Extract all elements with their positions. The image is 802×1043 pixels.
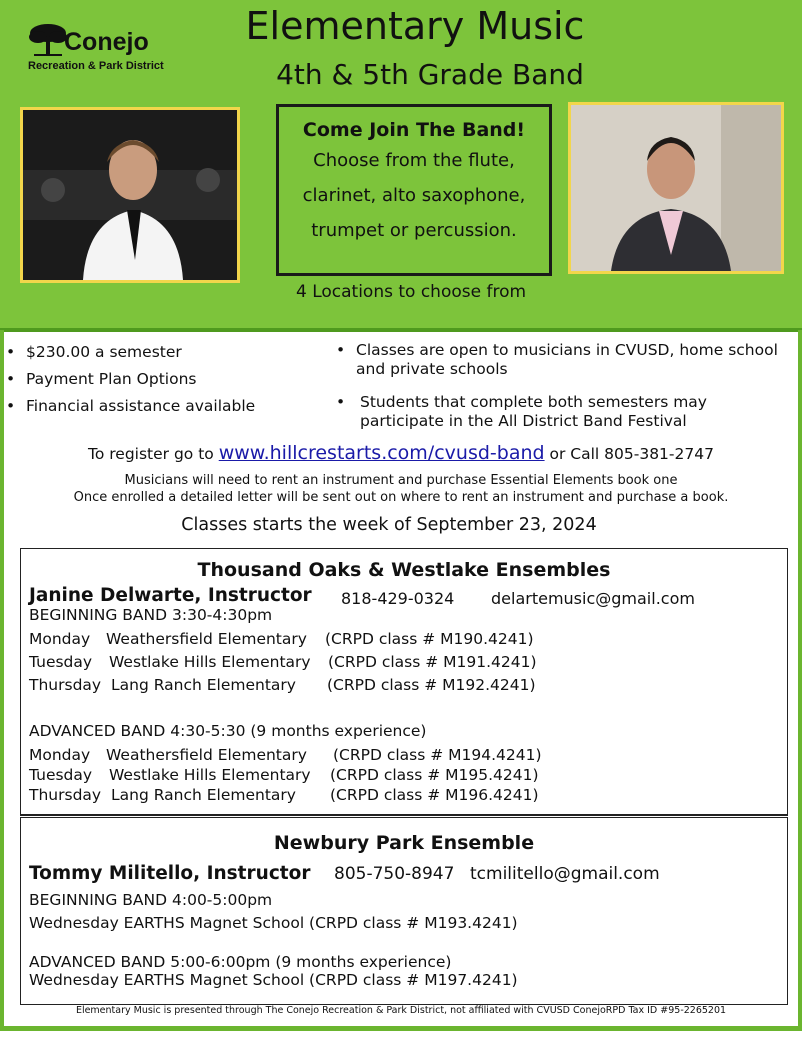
page-subtitle: 4th & 5th Grade Band xyxy=(276,58,584,91)
list-item-line: Students that complete both semesters may xyxy=(360,393,707,411)
section-title: Newbury Park Ensemble xyxy=(273,832,535,854)
locations-text: 4 Locations to choose from xyxy=(295,282,527,302)
instructor-phone: 818-429-0324 xyxy=(341,589,455,608)
join-line: Choose from the flute, xyxy=(313,150,515,171)
table-row xyxy=(29,786,539,804)
table-row: Wednesday EARTHS Magnet School (CRPD class # M193.4241) xyxy=(29,914,518,932)
join-line: trumpet or percussion. xyxy=(311,220,517,241)
banner-divider xyxy=(0,328,802,332)
page-title: Elementary Music xyxy=(245,4,585,48)
table-row xyxy=(29,630,534,648)
list-item xyxy=(336,341,796,393)
page-border-left xyxy=(0,330,4,1030)
list-item-line: Classes are open to musicians in CVUSD, home school xyxy=(356,341,778,359)
beginning-band-label: BEGINNING BAND 4:00-5:00pm xyxy=(29,891,273,909)
pricing-list xyxy=(6,343,255,424)
table-row xyxy=(29,653,537,671)
list-item: • $230.00 a semester xyxy=(6,343,255,370)
class-day: Tuesday xyxy=(29,766,93,784)
table-row: Wednesday EARTHS Magnet School (CRPD class # M197.4241) xyxy=(29,971,518,989)
register-prefix: To register go to xyxy=(88,445,214,463)
advanced-band-label: ADVANCED BAND 4:30-5:30 (9 months experience) xyxy=(29,722,427,740)
class-day: Tuesday xyxy=(29,653,93,671)
class-number: (CRPD class # M191.4241) xyxy=(328,653,537,671)
class-school: Weathersfield Elementary xyxy=(106,630,307,648)
classes-start: Classes starts the week of September 23, 2024 xyxy=(181,515,597,535)
class-number: (CRPD class # M196.4241) xyxy=(330,786,539,804)
class-number: (CRPD class # M195.4241) xyxy=(330,766,539,784)
class-school: Westlake Hills Elementary xyxy=(109,653,311,671)
eligibility-list xyxy=(336,341,796,431)
instructor-phone: 805-750-8947 xyxy=(334,864,455,884)
class-day: Thursday xyxy=(29,676,102,694)
list-item-line: and private schools xyxy=(356,360,508,378)
class-day: Monday xyxy=(29,630,91,648)
join-band-box xyxy=(276,104,552,276)
join-title: Come Join The Band! xyxy=(302,119,526,141)
class-school: Westlake Hills Elementary xyxy=(109,766,311,784)
section-newbury-park xyxy=(20,817,788,1005)
logo-subtitle: Recreation & Park District xyxy=(28,60,164,72)
logo-name: Conejo xyxy=(64,28,149,56)
register-line xyxy=(0,442,802,464)
instructor-email: tcmilitello@gmail.com xyxy=(470,864,660,884)
page-border-bottom xyxy=(0,1026,802,1031)
register-link[interactable]: www.hillcrestarts.com/cvusd-band xyxy=(218,442,545,464)
instructor-name: Tommy Militello, Instructor xyxy=(29,863,311,884)
class-school: Weathersfield Elementary xyxy=(106,746,307,764)
register-suffix: or Call 805-381-2747 xyxy=(549,445,714,463)
page-border-right xyxy=(798,330,802,1030)
class-number: (CRPD class # M194.4241) xyxy=(333,746,542,764)
conejo-logo xyxy=(28,18,188,78)
table-row xyxy=(29,746,542,764)
instructor-photo-right xyxy=(568,102,784,274)
list-item-line: participate in the All District Band Festival xyxy=(360,412,687,430)
class-school: Lang Ranch Elementary xyxy=(111,676,296,694)
class-number: (CRPD class # M192.4241) xyxy=(327,676,536,694)
join-line: clarinet, alto saxophone, xyxy=(302,185,526,206)
class-day: Monday xyxy=(29,746,91,764)
section-title: Thousand Oaks & Westlake Ensembles xyxy=(197,559,611,581)
class-school: Lang Ranch Elementary xyxy=(111,786,296,804)
class-day: Thursday xyxy=(29,786,102,804)
footer-disclaimer: Elementary Music is presented through The Conejo Recreation & Park District, not affiliated with CVUSD ConejoRPD Tax ID #95-2265201 xyxy=(75,1005,727,1016)
enrollment-note: Once enrolled a detailed letter will be sent out on where to rent an instrument and purchase a book. xyxy=(73,490,729,505)
list-item: • Payment Plan Options xyxy=(6,370,255,397)
table-row xyxy=(29,676,536,694)
instructor-name: Janine Delwarte, Instructor xyxy=(29,585,312,606)
instructor-email: delartemusic@gmail.com xyxy=(491,589,695,608)
section-thousand-oaks xyxy=(20,548,788,815)
class-number: (CRPD class # M190.4241) xyxy=(325,630,534,648)
advanced-band-label: ADVANCED BAND 5:00-6:00pm (9 months experience) xyxy=(29,953,452,971)
table-row xyxy=(29,766,539,784)
section-divider xyxy=(20,814,788,816)
beginning-band-label: BEGINNING BAND 3:30-4:30pm xyxy=(29,606,273,624)
instructor-photo-left xyxy=(20,107,240,283)
tree-icon xyxy=(28,22,68,58)
list-item: • Financial assistance available xyxy=(6,397,255,424)
instrument-note: Musicians will need to rent an instrument and purchase Essential Elements book one xyxy=(124,473,678,488)
list-item xyxy=(336,393,796,431)
